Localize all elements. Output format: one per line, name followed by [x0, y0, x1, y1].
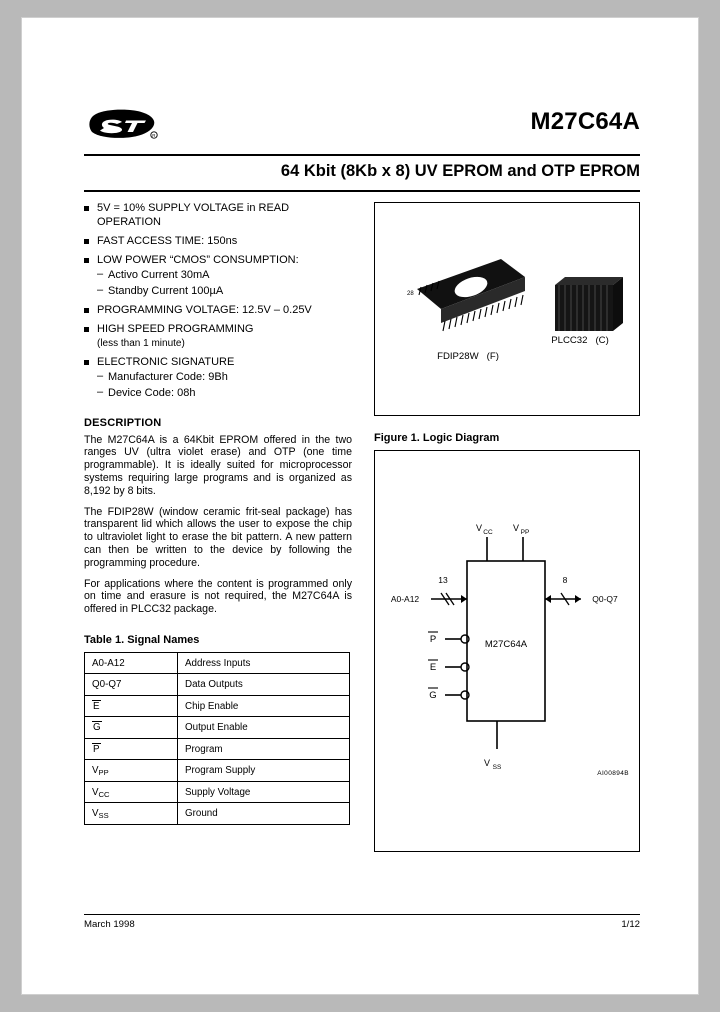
svg-text:R: R [152, 133, 156, 138]
svg-text:CC: CC [483, 529, 493, 536]
signal-name-cell [85, 760, 178, 782]
table-row [85, 781, 350, 803]
page-content [84, 90, 640, 930]
dash-icon: – [97, 268, 104, 281]
signal-subscript: PP [98, 768, 109, 778]
list-item [97, 269, 352, 283]
subtitle-rule [84, 190, 640, 192]
signal-label: V [92, 808, 99, 820]
logic-diagram [375, 451, 639, 849]
feature-note: (less than 1 minute) [97, 337, 185, 349]
signal-desc-cell: Output Enable [178, 717, 350, 739]
svg-text:G: G [429, 690, 437, 701]
signal-desc-cell: Program [178, 738, 350, 760]
signal-subscript: SS [98, 811, 109, 821]
package-name: FDIP28W [437, 351, 479, 362]
signal-desc-cell: Supply Voltage [178, 781, 350, 803]
document-header [84, 90, 640, 180]
feature-text: PROGRAMMING VOLTAGE: 12.5V – 0.25V [97, 304, 312, 317]
signal-name-cell [85, 781, 178, 803]
signal-subscript: CC [98, 789, 110, 799]
right-column [374, 202, 640, 852]
svg-text:V: V [512, 523, 520, 533]
list-item [97, 285, 352, 299]
left-column [84, 202, 352, 825]
page-title: M27C64A [530, 108, 640, 135]
table-row [85, 695, 350, 717]
signal-label: Q0-Q7 [92, 679, 122, 691]
table-row [85, 803, 350, 825]
svg-text:Q0-Q7: Q0-Q7 [592, 594, 618, 604]
signal-desc-cell: Program Supply [178, 760, 350, 782]
svg-text:SS: SS [492, 764, 502, 771]
bullet-square-icon [84, 360, 89, 365]
feature-sublist [97, 371, 352, 400]
dash-icon: – [97, 386, 104, 399]
dash-icon: – [97, 283, 104, 296]
list-item [84, 356, 352, 401]
svg-text:8: 8 [562, 575, 568, 585]
signal-label-overline: E [93, 700, 100, 712]
footer-date: March 1998 [84, 919, 135, 930]
signal-name-cell [85, 674, 178, 696]
feature-text: FAST ACCESS TIME: 150ns [97, 234, 238, 247]
svg-text:13: 13 [438, 575, 448, 585]
feature-text: ELECTRONIC SIGNATURE [97, 355, 235, 368]
signal-name-cell [85, 695, 178, 717]
package-suffix: (C) [595, 335, 609, 346]
dash-icon: – [97, 370, 104, 383]
list-item [97, 371, 352, 385]
signal-desc-cell: Data Outputs [178, 674, 350, 696]
svg-text:P: P [429, 634, 437, 645]
footer-rule [84, 914, 640, 915]
feature-text: LOW POWER “CMOS” CONSUMPTION: [97, 253, 299, 266]
table-row [85, 652, 350, 674]
feature-subtext: Device Code: 08h [108, 387, 196, 400]
list-item [84, 323, 352, 350]
signal-desc-cell: Address Inputs [178, 652, 350, 674]
figure-doc-code: AI00894B [597, 770, 629, 777]
signal-name-cell [85, 652, 178, 674]
list-item [84, 254, 352, 299]
signal-name-cell [85, 738, 178, 760]
signal-label: V [92, 765, 99, 777]
package-drawings-box [374, 202, 640, 416]
table-row [85, 717, 350, 739]
signal-desc-cell: Ground [178, 803, 350, 825]
package-drawings [375, 203, 639, 413]
fdip28w-drawing [407, 259, 525, 331]
svg-text:PP: PP [520, 529, 530, 536]
svg-text:V: V [483, 758, 491, 768]
figure-caption: Figure 1. Logic Diagram [374, 432, 500, 444]
header-rule [84, 154, 640, 156]
svg-text:A0-A12: A0-A12 [390, 594, 420, 604]
package-name: PLCC32 [551, 335, 588, 346]
table-row [85, 760, 350, 782]
feature-subtext: Manufacturer Code: 9Bh [108, 371, 228, 384]
description-paragraph: The FDIP28W (window ceramic frit-seal package) has transparent lid which allows the user to expose the chip to ultraviolet light to erase the bit pattern. A new pattern can then be written to the device by following the programming procedure. [84, 505, 352, 569]
table-row [85, 674, 350, 696]
list-item [84, 235, 352, 249]
svg-text:V: V [475, 523, 483, 533]
feature-sublist [97, 269, 352, 298]
description-paragraph: The M27C64A is a 64Kbit EPROM offered in the two ranges UV (ultra violet erase) and OTP (one time programmable). It is ideally suited for microprocessor systems requiring large programs and is organized as 8,192 by 8 bits. [84, 433, 352, 497]
list-item [97, 387, 352, 401]
signal-label-overline: P [93, 743, 100, 755]
feature-text: 5V = 10% SUPPLY VOLTAGE in READ OPERATION [97, 202, 290, 228]
table-row [85, 738, 350, 760]
bullet-square-icon [84, 258, 89, 263]
document-footer [84, 914, 640, 930]
svg-text:28: 28 [407, 291, 414, 297]
bullet-square-icon [84, 206, 89, 211]
package-label-fdip28w [403, 351, 533, 362]
signal-names-table [84, 652, 350, 825]
list-item [84, 304, 352, 318]
st-logo [84, 102, 160, 146]
description-heading: DESCRIPTION [84, 416, 162, 429]
feature-subtext: Standby Current 100µA [108, 284, 224, 297]
signal-label-overline: G [93, 722, 101, 734]
chip-label: M27C64A [484, 639, 528, 650]
signal-desc-cell: Chip Enable [178, 695, 350, 717]
logic-diagram-box [374, 450, 640, 852]
table-caption: Table 1. Signal Names [84, 633, 200, 646]
package-label-plcc32 [525, 335, 635, 346]
feature-text: HIGH SPEED PROGRAMMING [97, 323, 254, 336]
description-paragraph: For applications where the content is programmed only on time and erasure is not required, the M27C64A is offered in PLCC32 package. [84, 577, 352, 616]
bullet-square-icon [84, 308, 89, 313]
list-item [84, 202, 352, 229]
footer-page-number: 1/12 [621, 919, 640, 930]
signal-name-cell [85, 803, 178, 825]
bullet-square-icon [84, 327, 89, 332]
package-suffix: (F) [486, 351, 499, 362]
signal-name-cell [85, 717, 178, 739]
bullet-square-icon [84, 239, 89, 244]
document-page [22, 18, 698, 994]
plcc32-drawing [555, 277, 623, 331]
feature-list [84, 202, 352, 401]
document-subtitle: 64 Kbit (8Kb x 8) UV EPROM and OTP EPROM [280, 162, 640, 180]
signal-label: A0-A12 [92, 657, 125, 669]
feature-subtext: Activo Current 30mA [108, 269, 210, 282]
signal-label: V [92, 786, 99, 798]
svg-text:E: E [429, 662, 437, 673]
